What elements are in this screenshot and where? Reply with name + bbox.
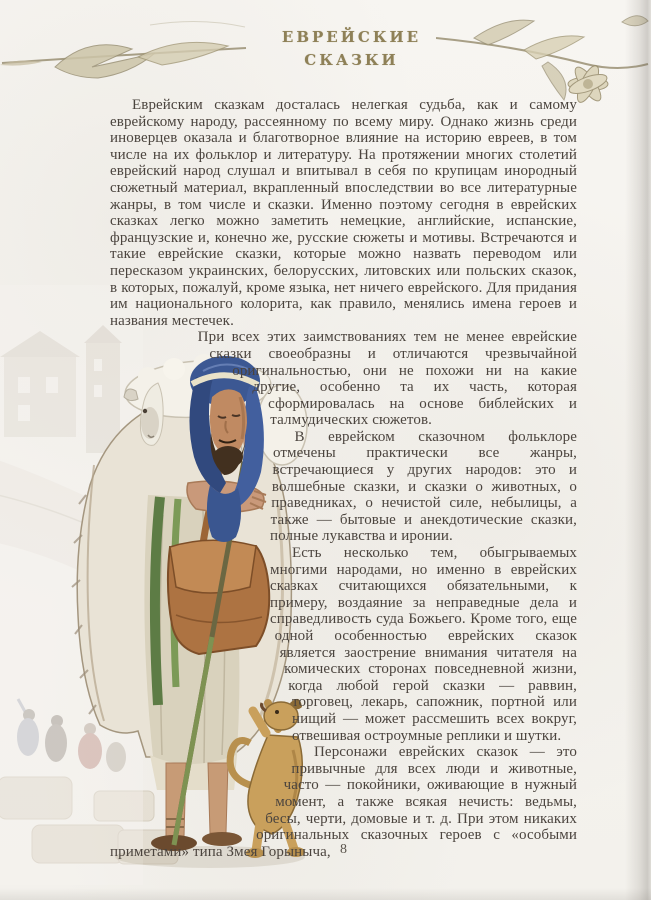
text-wrap-region	[110, 329, 577, 860]
title-line-1: ЕВРЕЙСКИЕ	[281, 28, 422, 46]
paragraph-3: В еврейском сказочном фольклоре отмечены практически все жанры, встречающиеся у других народов: это и волшебные сказки, и сказки о животных, о праведниках, о нечистой силе, небылицы, а также — бытовые и анекдотические сказки, полные лукавства и иронии.	[270, 428, 577, 545]
body-text	[110, 97, 577, 860]
paragraph-2: При всех этих заимствованиях тем не менее еврейские сказки своеобразны и отличаются чрезвычайной оригинальностью, они не похожи ни на какие другие, особенно та их часть, которая сформировалась на основе библейских и талмудических сюжетов.	[197, 329, 577, 429]
page-title	[0, 26, 651, 72]
paragraph-1: Еврейским сказкам досталась нелегкая судьба, как и самому еврейскому народу, рассеянному по всему миру. Однако жизнь среди иноверцев оказала и благотворное влияние на историю евреев, в том числе на их фольклор и литературу. На протяжении многих столетий еврейский народ слушал и впитывал в себя по крупицам инородный сюжетный материал, вкрапленный впоследствии во все литературные жанры, в том числе и сказки. Именно поэтому сегодня в еврейских сказках легко можно заметить немецкие, английские, испанские, французские и, конечно же, русские сюжеты и мотивы. Встречаются и такие еврейские сказки, которые можно назвать переводом или пересказом украинских, белорусских, литовских или польских сказок, в которых, пожалуй, кроме языка, нет ничего еврейского. Для придания им национального колорита, как правило, менялись имена героев и названия местечек.	[110, 97, 577, 329]
title-line-2: СКАЗКИ	[304, 51, 399, 69]
page-number: 8	[340, 842, 347, 857]
page-edge-shadow	[625, 0, 651, 900]
page-bottom-shadow	[0, 888, 651, 900]
paragraph-4: Есть несколько тем, обыгрываемых многими народами, но именно в еврейских сказках считающихся обязательными, к примеру, воздаяние за неправедные дела и справедливость суда Божьего. Кроме того, еще одной особенностью еврейских сказок является заострение внимания читателя на комических сторонах повседневной жизни, когда любой герой сказки — раввин, торговец, лекарь, сапожник, портной или нищий — может рассмешить всех вокруг, отвешивая остроумные реплики и шутки.	[270, 545, 577, 744]
paragraph-5: Персонажи еврейских сказок — это привычные для всех люди и животные, часто — покойники, оживающие в нужный момент, а также всякая нечисть: ведьмы, бесы, черти, домовые и т. д. При этом никаких оригинальных сказочных героев с «особыми приметами» типа Змея Горыныча,	[110, 744, 577, 860]
